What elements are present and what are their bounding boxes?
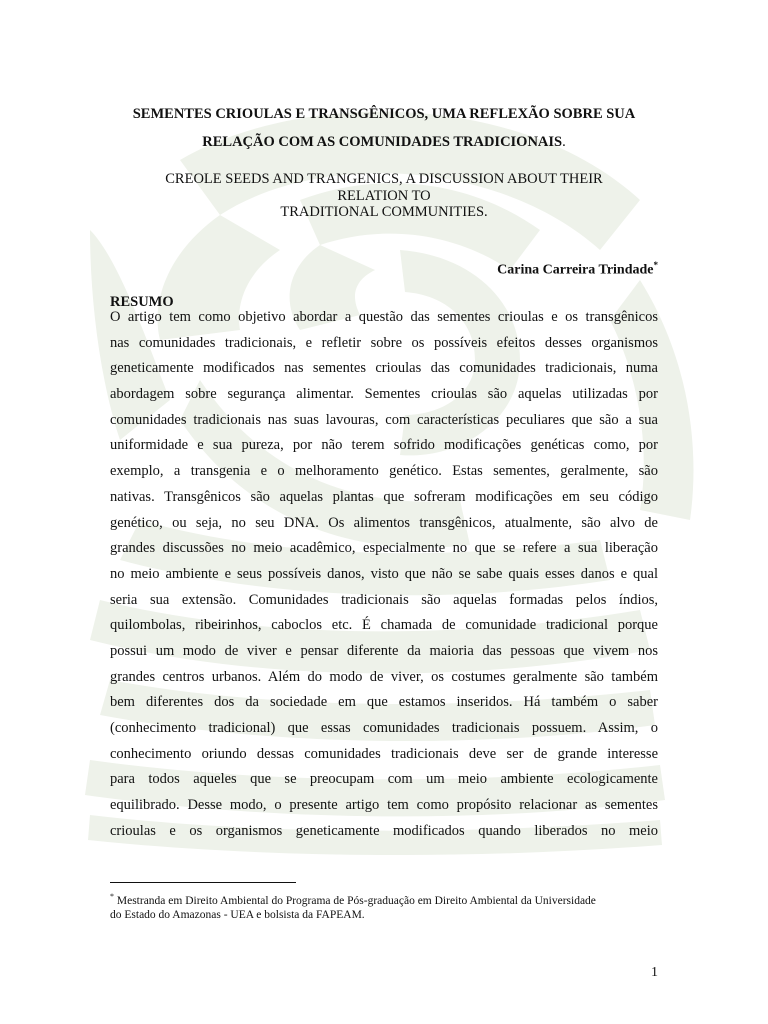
abstract-line: O artigo tem como objetivo abordar a questão das sementes crioulas e os transgênicos xyxy=(110,309,658,325)
abstract-line: possui um modo de viver e pensar diferente da maioria das pessoas que vivem nos xyxy=(110,642,658,659)
abstract-line: (conhecimento tradicional) que essas comunidades tradicionais possuem. Assim, o xyxy=(110,720,658,736)
abstract-line: comunidades tradicionais nas suas lavouras, com características peculiares que são a sua xyxy=(110,411,658,428)
abstract-line: conhecimento oriundo dessas comunidades tradicionais deve ser de grande interesse xyxy=(110,745,658,762)
abstract-line: grandes centros urbanos. Além do modo de viver, os costumes geralmente são também xyxy=(110,668,658,685)
footnote xyxy=(110,890,658,922)
abstract-line: abordagem sobre segurança alimentar. Sementes crioulas são aquelas utilizadas por xyxy=(110,386,658,403)
abstract-line: equilibrado. Desse modo, o presente artigo tem como propósito relacionar as sementes xyxy=(110,797,658,814)
title-pt-line-2-text: RELAÇÃO COM AS COMUNIDADES TRADICIONAIS xyxy=(202,134,563,150)
footnote-line-1 xyxy=(110,890,658,908)
abstract-line: geneticamente modificados nas sementes crioulas das comunidades tradicionais, numa xyxy=(110,360,658,377)
abstract-line: seria sua extensão. Comunidades tradicionais são aquelas formadas pelos índios, xyxy=(110,591,658,608)
abstract-line: exemplo, a transgenia e o melhoramento genético. Estas sementes, geralmente, são xyxy=(110,463,658,480)
page-number: 1 xyxy=(651,965,658,980)
title-pt-line-2 xyxy=(110,128,658,156)
author-footnote-mark[interactable]: * xyxy=(653,260,658,270)
abstract-line: crioulas e os organismos geneticamente modificados quando liberados no meio xyxy=(110,822,658,839)
abstract-line: nativas. Transgênicos são aquelas plantas que sofreram modificações em seu código xyxy=(110,488,658,505)
footnote-mark: * xyxy=(110,892,114,901)
author-name: Carina Carreira Trindade xyxy=(497,262,654,278)
title-en-line-2: RELATION TO xyxy=(337,187,431,204)
abstract-body xyxy=(110,305,658,845)
footnote-line-2: do Estado do Amazonas - UEA e bolsista da FAPEAM. xyxy=(110,908,365,921)
abstract-heading: RESUMO xyxy=(110,294,174,310)
title-portuguese xyxy=(110,100,658,156)
author-line xyxy=(110,260,658,279)
title-pt-line-1: SEMENTES CRIOULAS E TRANSGÊNICOS, UMA REFLEXÃO SOBRE SUA xyxy=(132,106,636,122)
title-pt-period: . xyxy=(562,134,566,150)
abstract-line: quilombolas, ribeirinhos, caboclos etc. É chamada de comunidade tradicional porque xyxy=(110,617,658,634)
footnote-text-1: Mestranda em Direito Ambiental do Programa de Pós-graduação em Direito Ambiental da Universidade xyxy=(116,894,596,907)
abstract-line: uniformidade e sua pureza, por não terem sofrido modificações genéticas como, por xyxy=(110,437,658,454)
abstract-line: nas comunidades tradicionais, e refletir sobre os possíveis efeitos desses organismos xyxy=(110,334,658,351)
title-english xyxy=(110,171,658,221)
footnote-divider xyxy=(110,882,296,883)
title-en-line-1: CREOLE SEEDS AND TRANGENICS, A DISCUSSION ABOUT THEIR xyxy=(165,171,603,187)
abstract-line: grandes discussões no meio acadêmico, especialmente no que se refere a sua liberação xyxy=(110,540,658,557)
abstract-line: bem diferentes dos da sociedade em que estamos inseridos. Há também o saber xyxy=(110,694,658,711)
title-en-line-3: TRADITIONAL COMMUNITIES. xyxy=(280,204,488,220)
abstract-line: genético, ou seja, no seu DNA. Os alimentos transgênicos, atualmente, são alvo de xyxy=(110,514,658,531)
abstract-line: no meio ambiente e seus possíveis danos, visto que não se sabe quais esses danos e qual xyxy=(110,565,658,582)
abstract-line: para todos aqueles que se preocupam com um meio ambiente ecologicamente xyxy=(110,771,658,788)
